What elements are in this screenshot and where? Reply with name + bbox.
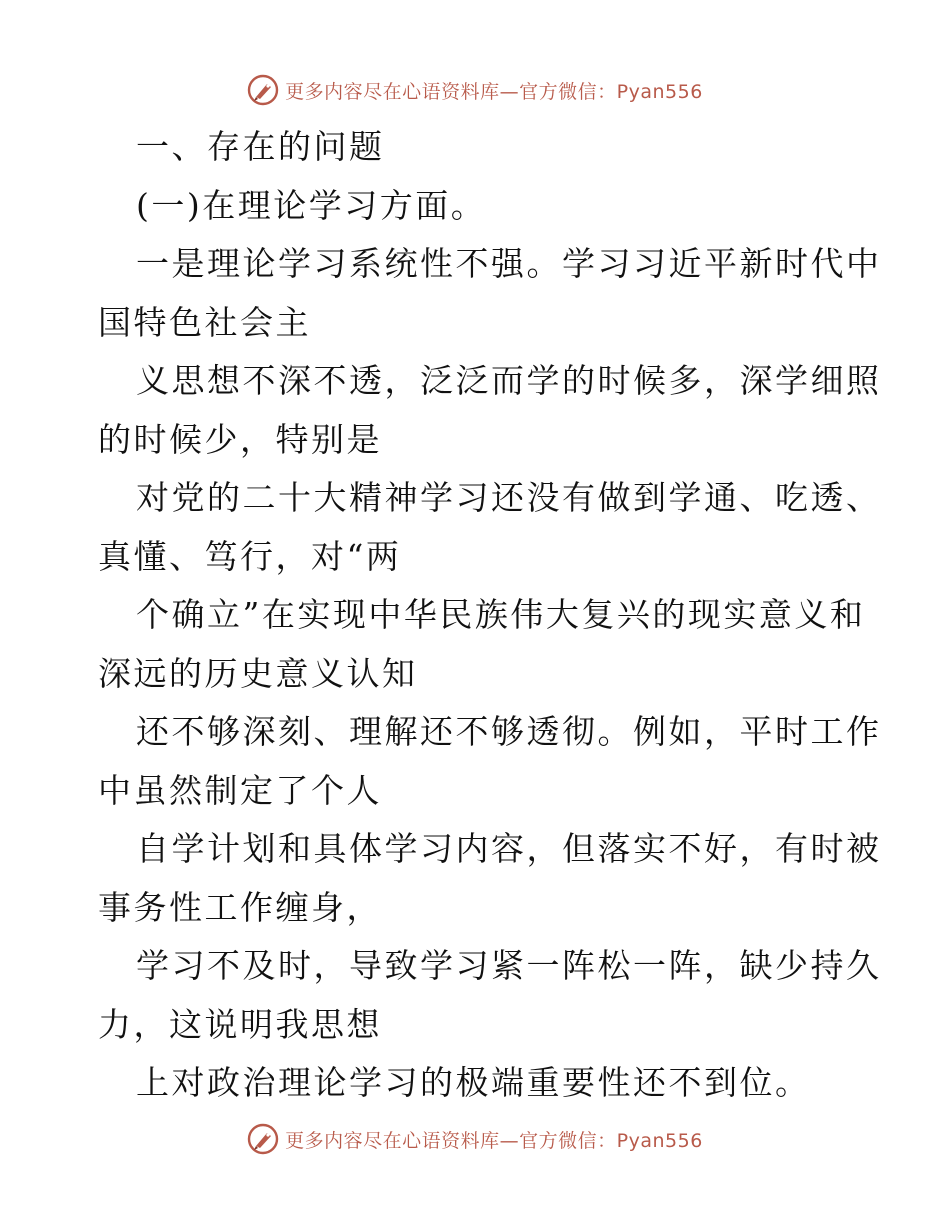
footer-watermark-text: 更多内容尽在心语资料库—官方微信：Pyan556 bbox=[285, 1129, 703, 1152]
text-line: 一、存在的问题 bbox=[136, 127, 385, 166]
text-line: 深远的历史意义认知 bbox=[98, 653, 418, 693]
text-line: 真懂、笃行，对“两 bbox=[98, 536, 402, 576]
text-line: 义思想不深不透，泛泛而学的时候多，深学细照 bbox=[136, 361, 882, 400]
header-watermark-text: 更多内容尽在心语资料库—官方微信：Pyan556 bbox=[285, 80, 703, 103]
footer-watermark bbox=[0, 1121, 950, 1157]
text-line: (一)在理论学习方面。 bbox=[136, 185, 487, 225]
text-line: 个确立”在实现中华民族伟大复兴的现实意义和 bbox=[136, 595, 866, 634]
text-line: 的时候少，特别是 bbox=[98, 419, 382, 459]
text-line: 学习不及时，导致学习紧一阵松一阵，缺少持久 bbox=[136, 946, 882, 985]
text-line: 国特色社会主 bbox=[98, 302, 311, 342]
document-body bbox=[98, 118, 882, 1113]
text-line: 还不够深刻、理解还不够透彻。例如，平时工作 bbox=[136, 712, 882, 751]
pen-nib-logo-icon bbox=[247, 1123, 279, 1155]
text-line: 一是理论学习系统性不强。学习习近平新时代中 bbox=[136, 244, 882, 283]
pen-nib-logo-icon bbox=[247, 74, 279, 106]
text-line: 上对政治理论学习的极端重要性还不到位。 bbox=[136, 1063, 811, 1102]
text-line: 力，这说明我思想 bbox=[98, 1004, 382, 1044]
text-line: 事务性工作缠身， bbox=[98, 887, 382, 927]
text-line: 自学计划和具体学习内容，但落实不好，有时被 bbox=[136, 829, 882, 868]
text-line: 中虽然制定了个人 bbox=[98, 770, 382, 810]
text-line: 对党的二十大精神学习还没有做到学通、吃透、 bbox=[136, 478, 882, 517]
header-watermark bbox=[0, 72, 950, 108]
